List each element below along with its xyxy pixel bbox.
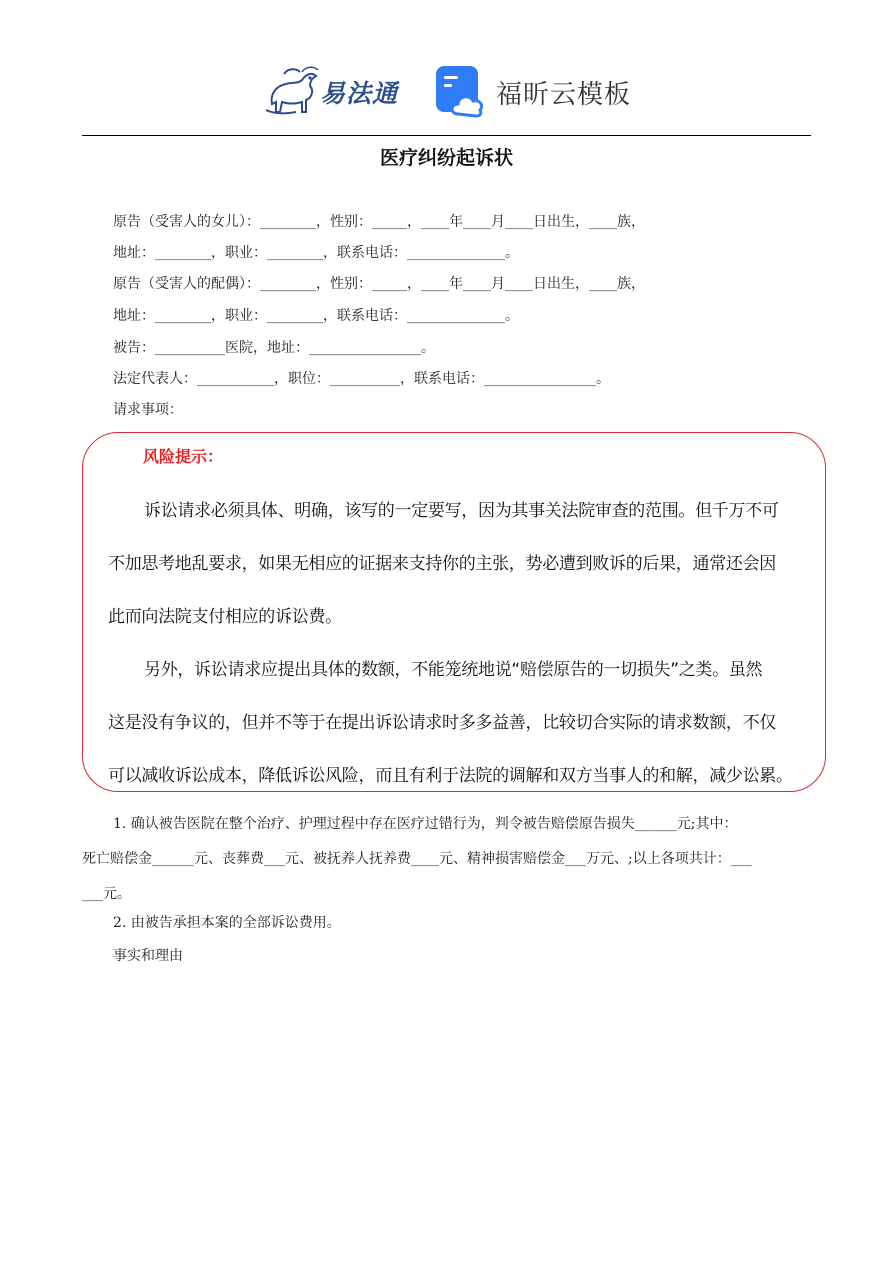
risk-notice-line: 另外，诉讼请求应提出具体的数额，不能笼统地说“赔偿原告的一切损失”之类。虽然 (144, 660, 763, 680)
plaintiff-spouse-line: 原告（受害人的配偶）：________，性别：_____，____年____月____日出生，____族， (113, 276, 645, 292)
risk-notice-title: 风险提示： (143, 447, 224, 466)
legal-representative-line: 法定代表人：___________，职位：__________，联系电话：________________。 (113, 371, 610, 387)
risk-notice-line: 诉讼请求必须具体、明确，该写的一定要写，因为其事关法院审查的范围。但千万不可 (144, 501, 779, 521)
yifatong-logo (262, 64, 412, 118)
risk-notice-line: 可以减收诉讼成本，降低诉讼风险，而且有利于法院的调解和双方当事人的和解，减少讼累。 (108, 766, 793, 786)
fuxin-cloud-icon (436, 66, 486, 118)
plaintiff-daughter-line: 原告（受害人的女儿）：________，性别：_____，____年____月____日出生，____族， (113, 214, 645, 230)
facts-and-reasons-heading: 事实和理由 (113, 948, 183, 964)
claim-item-1: 1. 确认被告医院在整个治疗、护理过程中存在医疗过错行为，判令被告赔偿原告损失______元;其中： (113, 816, 738, 832)
yifatong-logo-text: 易法通 (320, 79, 399, 108)
risk-notice-line: 此而向法院支付相应的诉讼费。 (108, 607, 342, 627)
risk-notice-line: 不加思考地乱要求，如果无相应的证据来支持你的主张，势必遭到败诉的后果，通常还会因 (108, 554, 776, 574)
header (0, 60, 893, 124)
defendant-line: 被告：__________医院，地址：________________。 (113, 340, 435, 356)
document-title: 医疗纠纷起诉状 (379, 147, 513, 169)
claim-item-2: 2. 由被告承担本案的全部诉讼费用。 (113, 915, 341, 931)
risk-notice-line: 这是没有争议的，但并不等于在提出诉讼请求时多多益善，比较切合实际的请求数额，不仅 (108, 713, 776, 733)
claim-item-1-continued: 死亡赔偿金______元、丧葬费___元、被抚养人抚养费____元、精神损害赔偿金___万元、;以上各项共计：___ (82, 851, 752, 867)
claim-item-1-end: ___元。 (82, 886, 131, 902)
header-divider (82, 135, 811, 136)
fuxin-logo-text: 福昕云模板 (496, 80, 632, 110)
plaintiff-spouse-address-line: 地址：________，职业：________，联系电话：______________。 (113, 308, 519, 324)
horse-emblem-icon (262, 64, 320, 118)
plaintiff-daughter-address-line: 地址：________，职业：________，联系电话：______________。 (113, 245, 519, 261)
claims-heading: 请求事项： (113, 402, 183, 418)
